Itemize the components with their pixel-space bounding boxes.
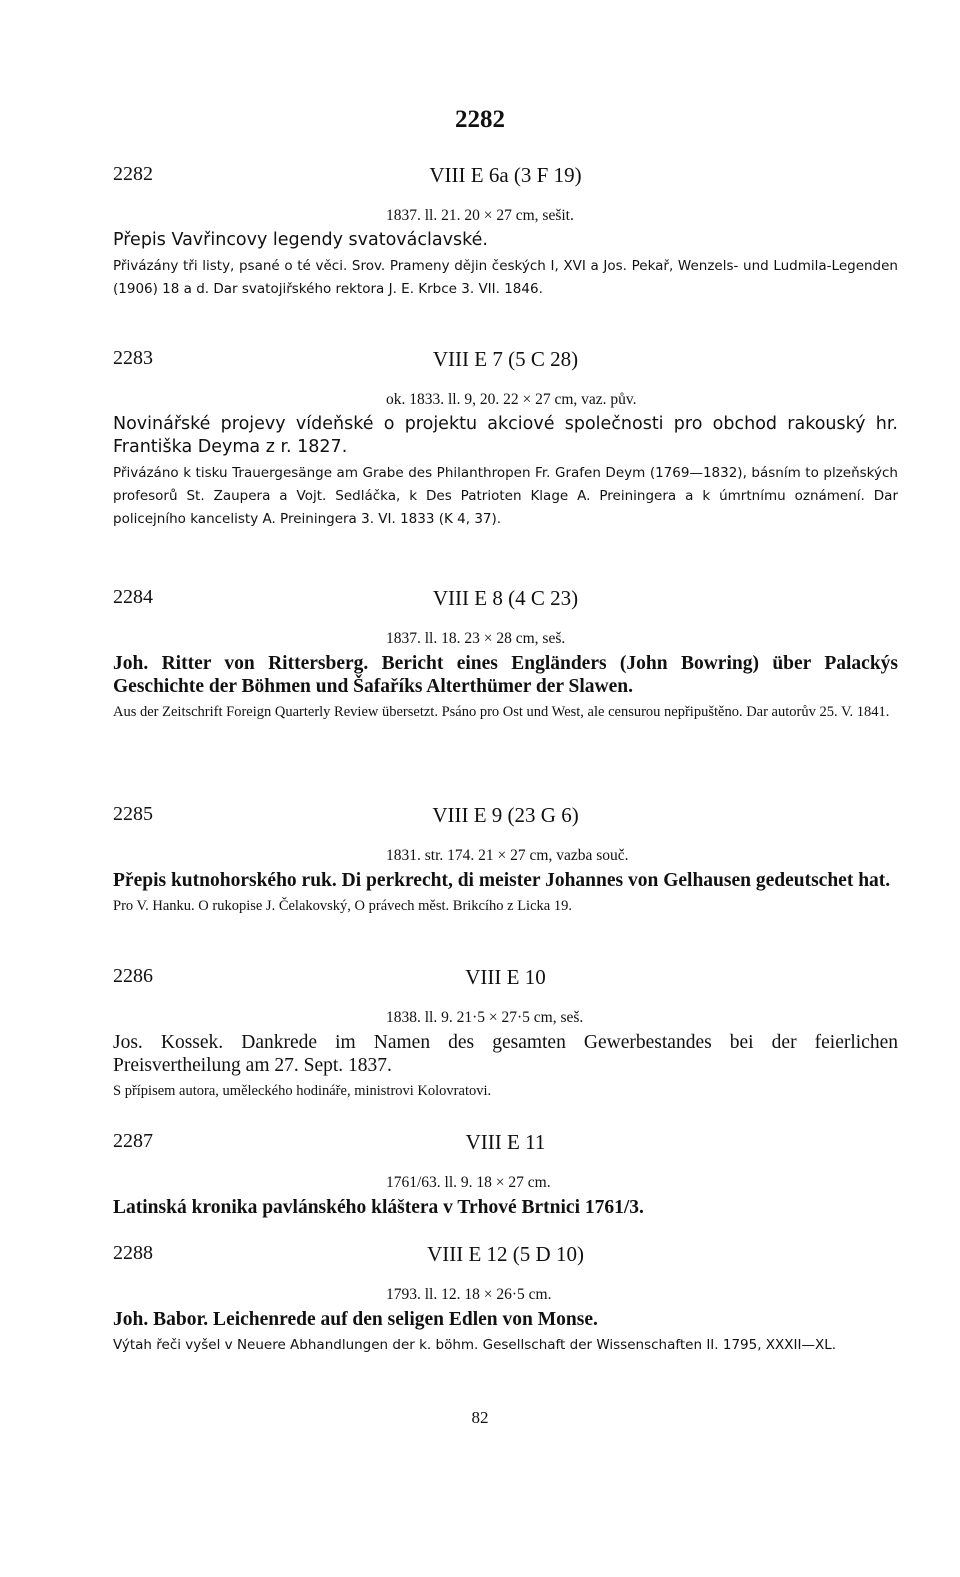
entry-meta: 1837. ll. 21. 20 × 27 cm, sešit. (386, 207, 574, 224)
entry-meta: ok. 1833. ll. 9, 20. 22 × 27 cm, vaz. pův. (386, 391, 637, 408)
entry-meta: 1761/63. ll. 9. 18 × 27 cm. (386, 1174, 551, 1191)
entry-note: Pro V. Hanku. O rukopise J. Čelakovský, O právech měst. Brikcího z Licka 19. (113, 898, 572, 914)
entry-title: Joh. Babor. Leichenrede auf den seligen Edlen von Monse. (113, 1309, 598, 1330)
entry-head (113, 1130, 898, 1160)
entry-meta: 1831. str. 174. 21 × 27 cm, vazba souč. (386, 847, 629, 864)
entry-signature: VIII E 8 (4 C 23) (432, 586, 579, 610)
entry-number: 2288 (113, 1242, 153, 1264)
entry-title: Joh. Ritter von Rittersberg. Bericht eines Engländers (John Bowring) über Palackýs Geschichte der Böhmen und Šafaříks Alterthümer der Slawen. (113, 653, 898, 697)
catalog-entry (113, 1130, 898, 1219)
entry-note: Přivázáno k tisku Trauergesänge am Grabe des Philanthropen Fr. Grafen Deym (1769—1832), básním to plzeňských profesorů St. Zaupera a Vojt. Sedláčka, k Des Patrioten Klage A. Preiningera a k úmrtnímu oznámení. Dar policejního kancelisty A. Preiningera 3. VI. 1833 (K 4, 37). (113, 465, 898, 527)
running-head: 2282 (455, 106, 505, 133)
entry-number: 2287 (113, 1130, 153, 1152)
entry-head (113, 163, 898, 193)
entry-head (113, 1242, 898, 1272)
entry-title: Novinářské projevy vídeňské o projektu akciové společnosti pro obchod rakouský hr. Františka Deyma z r. 1827. (113, 414, 898, 457)
entry-title: Přepis kutnohorského ruk. Di perkrecht, di meister Johannes von Gelhausen gedeutschet hat. (113, 870, 891, 891)
entry-head (113, 586, 898, 616)
catalog-entry (113, 347, 898, 531)
entry-number: 2282 (113, 163, 153, 185)
entry-head (113, 347, 898, 377)
entry-meta: 1793. ll. 12. 18 × 26·5 cm. (386, 1286, 552, 1303)
entry-signature: VIII E 10 (465, 965, 546, 989)
entry-number: 2283 (113, 347, 153, 369)
entry-note: Přivázány tři listy, psané o té věci. Srov. Prameny dějin českých I, XVI a Jos. Pekař, Wenzels- und Ludmila-Legenden (1906) 18 a d. Dar svatojiřského rektora J. E. Krbce 3. VII. 1846. (113, 258, 898, 297)
catalog-entry (113, 803, 898, 918)
entry-title: Latinská kronika pavlánského kláštera v Trhové Brtnici 1761/3. (113, 1197, 644, 1218)
entry-note: Aus der Zeitschrift Foreign Quarterly Review übersetzt. Psáno pro Ost und West, ale censurou nepřipuštěno. Dar autorův 25. V. 1841. (113, 704, 890, 720)
entry-note: Výtah řeči vyšel v Neuere Abhandlungen der k. böhm. Gesellschaft der Wissenschaften II. 1795, XXXII—XL. (113, 1337, 837, 1353)
entry-number: 2284 (113, 586, 153, 608)
entry-signature: VIII E 11 (465, 1130, 546, 1154)
catalog-entry (113, 965, 898, 1103)
page-number: 82 (471, 1408, 489, 1427)
catalog-entry (113, 586, 898, 724)
entry-meta: 1837. ll. 18. 23 × 28 cm, seš. (386, 630, 566, 647)
entry-number: 2285 (113, 803, 153, 825)
entry-signature: VIII E 6a (3 F 19) (429, 163, 582, 187)
entry-signature: VIII E 7 (5 C 28) (432, 347, 579, 371)
entry-signature: VIII E 12 (5 D 10) (427, 1242, 584, 1266)
entry-title: Jos. Kossek. Dankrede im Namen des gesamten Gewerbestandes bei der feierlichen Preisvertheilung am 27. Sept. 1837. (113, 1032, 898, 1076)
entry-head (113, 965, 898, 995)
entry-meta: 1838. ll. 9. 21·5 × 27·5 cm, seš. (386, 1009, 584, 1026)
entry-number: 2286 (113, 965, 153, 987)
catalog-entry (113, 163, 898, 301)
catalog-entry (113, 1242, 898, 1357)
entry-note: S přípisem autora, uměleckého hodináře, ministrovi Kolovratovi. (113, 1083, 492, 1099)
entry-title: Přepis Vavřincovy legendy svatováclavské. (113, 230, 488, 250)
entry-head (113, 803, 898, 833)
entry-signature: VIII E 9 (23 G 6) (432, 803, 579, 827)
